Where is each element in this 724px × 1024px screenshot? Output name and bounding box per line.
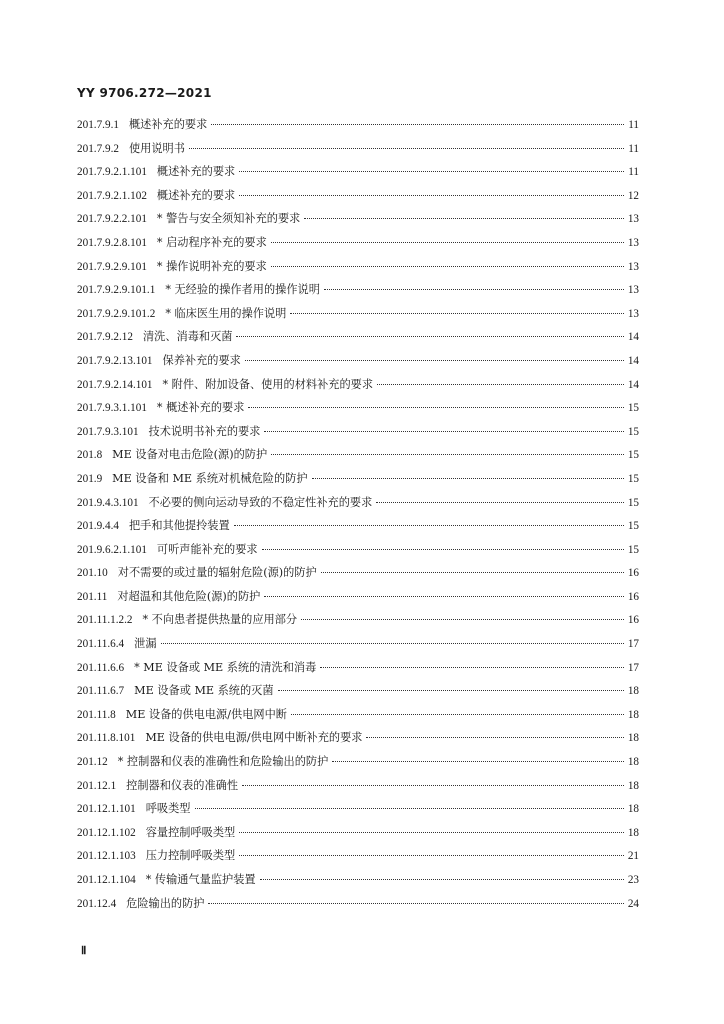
toc-page-number: 15	[627, 472, 639, 485]
toc-section-title: 把手和其他提拎装置	[128, 519, 230, 533]
toc-dot-leader	[376, 501, 624, 503]
toc-page-number: 18	[627, 779, 639, 792]
toc-dot-leader	[264, 595, 623, 597]
page-number-footer: Ⅱ	[81, 945, 87, 957]
toc-section-number: 201.7.9.1	[77, 119, 119, 131]
toc-entry[interactable]	[77, 800, 639, 824]
toc-section-title: * 控制器和仪表的准确性和危险输出的防护	[117, 755, 329, 769]
toc-section-title: ME 设备的供电电源/供电网中断补充的要求	[145, 731, 363, 745]
toc-entry[interactable]	[77, 895, 639, 919]
toc-entry[interactable]	[77, 281, 639, 305]
toc-dot-leader	[278, 689, 624, 691]
toc-dot-leader	[271, 453, 624, 455]
toc-page-number: 13	[627, 260, 639, 273]
toc-section-title: 使用说明书	[128, 141, 185, 155]
toc-section-title: * 无经验的操作者用的操作说明	[165, 283, 320, 297]
toc-entry[interactable]	[77, 871, 639, 895]
toc-section-number: 201.9	[77, 472, 103, 485]
toc-section-title: * 警告与安全须知补充的要求	[156, 212, 301, 226]
toc-entry[interactable]	[77, 729, 639, 753]
toc-page-number: 15	[627, 425, 639, 438]
toc-page-number: 15	[627, 402, 639, 415]
toc-entry[interactable]	[77, 706, 639, 730]
toc-page-number: 18	[627, 803, 639, 816]
toc-entry[interactable]	[77, 777, 639, 801]
toc-section-title: 保养补充的要求	[162, 353, 241, 367]
toc-section-number: 201.12.1.103	[77, 850, 136, 863]
toc-section-number: 201.7.9.2.9.101	[77, 260, 147, 273]
toc-section-number: 201.7.9.2.9.101.1	[77, 284, 156, 297]
toc-section-title: * ME 设备或 ME 系统的清洗和消毒	[134, 660, 317, 674]
toc-page-number: 15	[627, 449, 639, 462]
toc-section-number: 201.7.9.2.1.101	[77, 166, 147, 179]
toc-page-number: 13	[627, 236, 639, 249]
toc-section-number: 201.7.9.3.101	[77, 425, 139, 438]
document-code-header: YY 9706.272—2021	[77, 86, 212, 100]
toc-section-number: 201.9.4.3.101	[77, 496, 139, 509]
toc-section-number: 201.11.6.7	[77, 685, 125, 698]
toc-dot-leader	[332, 760, 624, 762]
toc-section-title: 清洗、消毒和灭菌	[142, 330, 233, 344]
toc-page-number: 13	[627, 213, 639, 226]
toc-section-number: 201.11	[77, 590, 108, 603]
toc-dot-leader	[260, 878, 624, 880]
toc-section-title: * 传输通气量监护装置	[145, 873, 256, 886]
toc-entry[interactable]	[77, 328, 639, 352]
toc-entry[interactable]	[77, 753, 639, 777]
toc-page-number: 15	[627, 520, 639, 533]
toc-section-title: 概述补充的要求	[128, 118, 208, 131]
toc-section-title: 控制器和仪表的准确性	[126, 778, 239, 792]
toc-entry[interactable]	[77, 163, 639, 187]
toc-section-number: 201.8	[77, 449, 103, 462]
toc-entry[interactable]	[77, 305, 639, 329]
toc-entry[interactable]	[77, 187, 639, 211]
toc-entry[interactable]	[77, 470, 639, 494]
toc-page-number: 18	[627, 685, 639, 698]
toc-dot-leader	[245, 359, 624, 361]
toc-section-number: 201.11.8	[77, 708, 116, 721]
toc-section-number: 201.12.1	[77, 779, 117, 792]
toc-section-number: 201.10	[77, 567, 108, 580]
toc-dot-leader	[271, 241, 624, 243]
toc-section-number: 201.11.6.4	[77, 638, 125, 651]
toc-section-title: ME 设备对电击危险(源)的防护	[112, 448, 268, 462]
toc-entry[interactable]	[77, 824, 639, 848]
toc-entry[interactable]	[77, 423, 639, 447]
toc-dot-leader	[161, 642, 624, 644]
toc-section-number: 201.7.9.2.2.101	[77, 213, 147, 226]
toc-page-number: 12	[627, 189, 639, 202]
toc-section-number: 201.12.1.101	[77, 803, 136, 816]
toc-section-title: ME 设备的供电电源/供电网中断	[125, 707, 287, 721]
toc-section-number: 201.9.4.4	[77, 520, 119, 533]
toc-dot-leader	[189, 147, 624, 149]
toc-section-number: 201.12.4	[77, 897, 117, 910]
toc-page-number: 13	[627, 307, 639, 320]
toc-entry[interactable]	[77, 234, 639, 258]
toc-section-number: 201.7.9.3.1.101	[77, 402, 147, 415]
toc-entry[interactable]	[77, 494, 639, 518]
toc-section-title: 对超温和其他危险(源)的防护	[117, 589, 261, 603]
toc-page-number: 18	[627, 708, 639, 721]
toc-dot-leader	[290, 312, 623, 314]
toc-entry[interactable]	[77, 399, 639, 423]
toc-entry[interactable]	[77, 446, 639, 470]
toc-page-number: 24	[627, 897, 639, 910]
toc-dot-leader	[366, 736, 623, 738]
toc-section-title: 不必要的侧向运动导致的不稳定性补充的要求	[148, 495, 373, 509]
toc-section-title: 容量控制呼吸类型	[145, 825, 236, 839]
toc-section-number: 201.7.9.2.1.102	[77, 189, 147, 202]
toc-entry[interactable]	[77, 564, 639, 588]
toc-page-number: 15	[627, 543, 639, 556]
toc-dot-leader	[248, 406, 623, 408]
toc-entry[interactable]	[77, 541, 639, 565]
toc-page-number: 17	[627, 638, 639, 651]
toc-page-number: 11	[628, 166, 639, 179]
toc-dot-leader	[239, 194, 624, 196]
toc-section-title: 呼吸类型	[145, 802, 191, 816]
toc-dot-leader	[208, 902, 623, 904]
toc-section-title: ME 设备和 ME 系统对机械危险的防护	[112, 471, 308, 485]
toc-section-title: 对不需要的或过量的辐射危险(源)的防护	[117, 566, 317, 580]
toc-section-number: 201.11.8.101	[77, 732, 136, 745]
toc-section-title: * 临床医生用的操作说明	[165, 306, 287, 320]
toc-section-number: 201.12.1.102	[77, 826, 136, 839]
toc-section-number: 201.7.9.2.14.101	[77, 378, 153, 391]
toc-section-title: 泄漏	[134, 637, 157, 651]
toc-page-number: 16	[627, 614, 639, 627]
toc-dot-leader	[239, 854, 624, 856]
toc-section-number: 201.11.6.6	[77, 661, 125, 674]
toc-section-title: 概述补充的要求	[156, 188, 236, 202]
toc-dot-leader	[264, 430, 623, 432]
toc-entry[interactable]	[77, 682, 639, 706]
toc-section-number: 201.7.9.2.8.101	[77, 236, 147, 249]
toc-entry[interactable]	[77, 116, 639, 140]
toc-page-number: 15	[627, 496, 639, 509]
toc-section-title: 压力控制呼吸类型	[145, 849, 236, 863]
toc-entry[interactable]	[77, 210, 639, 234]
toc-section-title: * 不向患者提供热量的应用部分	[142, 613, 298, 627]
toc-section-title: 概述补充的要求	[156, 165, 236, 179]
toc-section-title: * 概述补充的要求	[156, 401, 245, 415]
toc-page-number: 17	[627, 661, 639, 674]
toc-page-number: 18	[627, 756, 639, 769]
toc-dot-leader	[234, 524, 624, 526]
toc-page-number: 21	[627, 850, 639, 863]
toc-page-number: 23	[627, 874, 639, 886]
toc-dot-leader	[377, 383, 624, 385]
toc-dot-leader	[320, 666, 624, 668]
toc-page-number: 14	[627, 354, 639, 367]
toc-entry[interactable]	[77, 659, 639, 683]
toc-dot-leader	[239, 170, 624, 172]
toc-page-number: 18	[627, 732, 639, 745]
toc-section-title: 危险输出的防护	[126, 896, 205, 910]
toc-entry[interactable]	[77, 635, 639, 659]
toc-entry[interactable]	[77, 517, 639, 541]
toc-section-title: * 附件、附加设备、使用的材料补充的要求	[162, 377, 374, 391]
toc-section-number: 201.12.1.104	[77, 874, 136, 886]
toc-page-number: 13	[627, 284, 639, 297]
toc-dot-leader	[211, 123, 624, 125]
toc-page-number: 14	[627, 331, 639, 344]
toc-dot-leader	[291, 713, 624, 715]
toc-dot-leader	[271, 265, 624, 267]
toc-section-title: * 操作说明补充的要求	[156, 259, 267, 273]
toc-section-number: 201.7.9.2	[77, 142, 119, 155]
toc-section-title: 技术说明书补充的要求	[148, 424, 261, 438]
toc-dot-leader	[304, 217, 623, 219]
toc-entry[interactable]	[77, 352, 639, 376]
toc-dot-leader	[236, 335, 623, 337]
toc-section-number: 201.12	[77, 756, 108, 769]
toc-dot-leader	[195, 807, 624, 809]
toc-page-number: 14	[627, 378, 639, 391]
toc-dot-leader	[324, 288, 624, 290]
toc-section-number: 201.9.6.2.1.101	[77, 543, 147, 556]
toc-dot-leader	[262, 548, 624, 550]
toc-dot-leader	[301, 618, 624, 620]
toc-section-number: 201.11.1.2.2	[77, 614, 133, 627]
toc-page-number: 11	[628, 119, 639, 131]
toc-section-number: 201.7.9.2.9.101.2	[77, 307, 156, 320]
toc-page-number: 16	[627, 590, 639, 603]
toc-dot-leader	[242, 784, 624, 786]
toc-entry[interactable]	[77, 376, 639, 400]
toc-dot-leader	[239, 831, 624, 833]
toc-page-number: 11	[628, 142, 639, 155]
toc-section-title: ME 设备或 ME 系统的灭菌	[134, 684, 274, 698]
toc-entry[interactable]	[77, 258, 639, 282]
table-of-contents	[77, 116, 639, 918]
toc-section-title: * 启动程序补充的要求	[156, 235, 267, 249]
toc-page-number: 18	[627, 826, 639, 839]
toc-entry[interactable]	[77, 140, 639, 164]
toc-dot-leader	[312, 477, 624, 479]
toc-entry[interactable]	[77, 588, 639, 612]
toc-entry[interactable]	[77, 611, 639, 635]
toc-section-number: 201.7.9.2.13.101	[77, 354, 153, 367]
toc-entry[interactable]	[77, 847, 639, 871]
toc-section-number: 201.7.9.2.12	[77, 331, 133, 344]
toc-page-number: 16	[627, 567, 639, 580]
toc-section-title: 可听声能补充的要求	[156, 542, 258, 556]
toc-dot-leader	[321, 571, 624, 573]
